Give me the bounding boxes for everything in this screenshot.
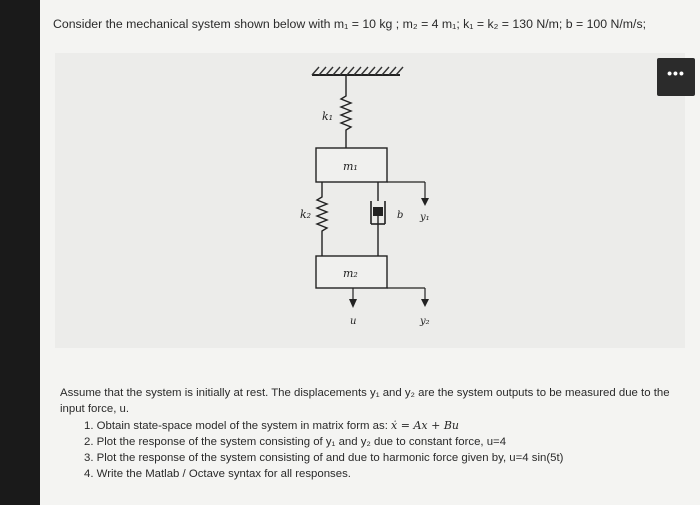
question-1-text: 1. Obtain state-space model of the system in matrix form as: — [84, 419, 392, 432]
more-options-button[interactable]: ••• — [657, 58, 695, 96]
ceiling-support — [312, 67, 403, 75]
label-y2: y₂ — [420, 316, 430, 327]
problem-intro: Assume that the system is initially at rest. The displacements y₁ and y₂ are the system outputs to be measured due to the input force, u. — [60, 387, 670, 416]
damper-b — [371, 182, 385, 256]
question-1 — [84, 418, 690, 434]
question-3: 3. Plot the response of the system consisting of and due to harmonic force given by, u=4 sin(5t) — [84, 452, 564, 465]
spring-k1 — [341, 75, 351, 148]
label-k1: k₁ — [322, 110, 334, 123]
problem-statement-header: Consider the mechanical system shown below with m₁ = 10 kg ; m₂ = 4 m₁; k₁ = k₂ = 130 N/m; b = 100 N/m/s; — [53, 17, 647, 31]
label-u: u — [350, 316, 357, 327]
label-b: b — [397, 210, 404, 221]
label-m1: m₁ — [343, 160, 358, 173]
input-force-arrow — [349, 288, 357, 308]
spring-k2 — [317, 182, 327, 256]
question-4: 4. Write the Matlab / Octave syntax for all responses. — [84, 468, 351, 481]
problem-card — [40, 0, 700, 505]
label-y1: y₁ — [420, 212, 430, 223]
y1-displacement-arrow — [387, 182, 429, 206]
state-space-equation: ẋ = Ax + Bu — [391, 418, 459, 432]
label-m2: m₂ — [343, 267, 358, 280]
question-2: 2. Plot the response of the system consisting of y₁ and y₂ due to constant force, u=4 — [84, 435, 507, 448]
problem-text — [60, 385, 690, 483]
y2-displacement-arrow — [387, 288, 429, 307]
label-k2: k₂ — [300, 208, 312, 221]
